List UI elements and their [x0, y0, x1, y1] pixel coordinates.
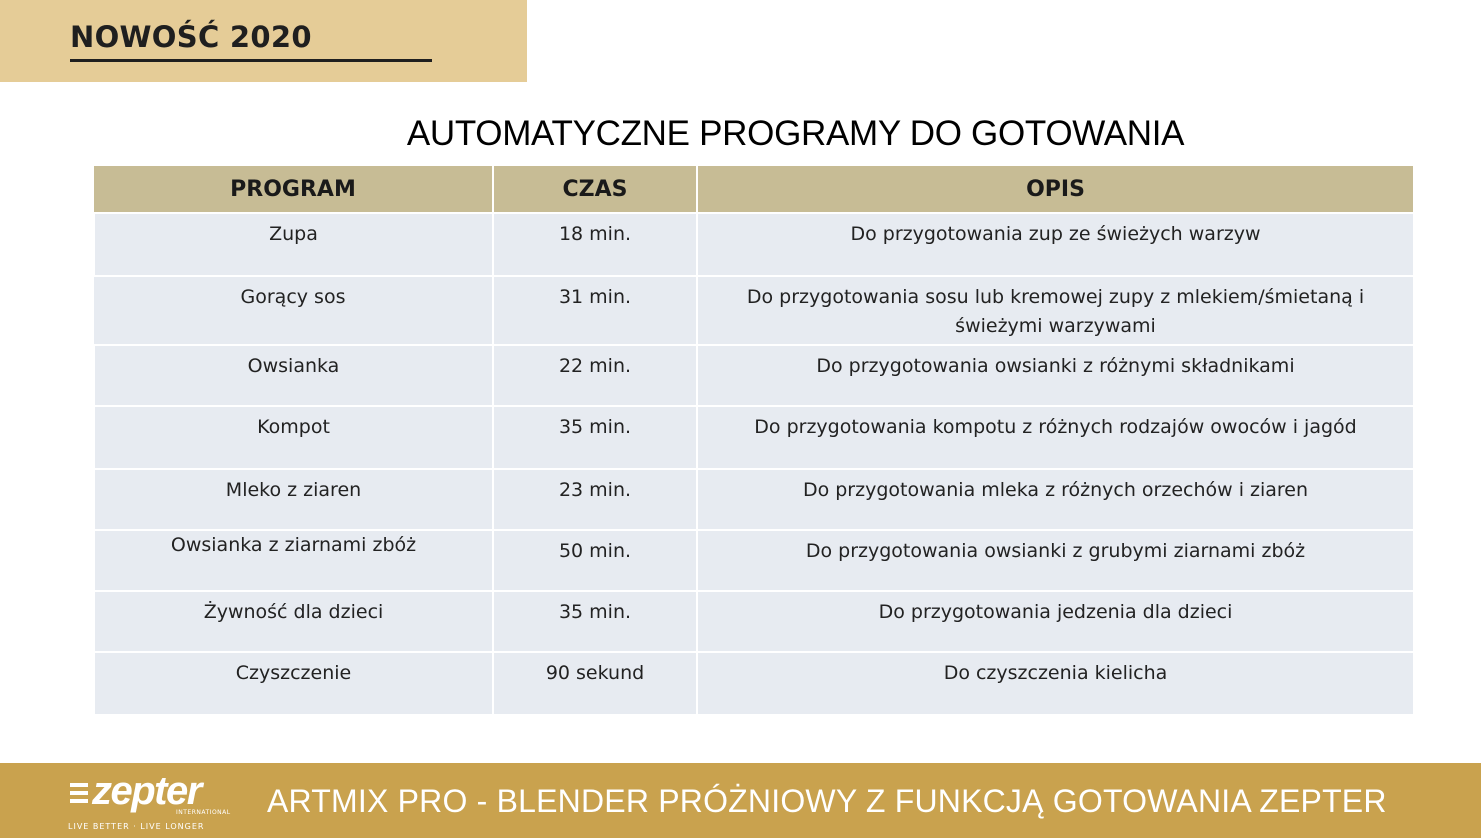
program-name: Żywność dla dzieci [94, 591, 493, 652]
logo-international: INTERNATIONAL [176, 809, 231, 816]
table-row [94, 652, 1413, 714]
program-name: Czyszczenie [94, 652, 493, 714]
novelty-badge-text: NOWOŚĆ 2020 [70, 20, 312, 54]
program-time: 50 min. [493, 530, 697, 591]
program-time: 35 min. [493, 406, 697, 469]
badge-underline [70, 59, 432, 62]
program-name: Mleko z ziaren [94, 469, 493, 530]
program-description: Do przygotowania owsianki z grubymi ziarnami zbóż [697, 530, 1413, 591]
logo-wordmark: zepter [92, 769, 201, 813]
programs-table [93, 166, 1413, 714]
table-row [94, 345, 1413, 406]
program-description: Do przygotowania kompotu z różnych rodzajów owoców i jagód [697, 406, 1413, 469]
program-description: Do przygotowania owsianki z różnymi składnikami [697, 345, 1413, 406]
table-row [94, 406, 1413, 469]
table-row [94, 469, 1413, 530]
table-header-row [94, 166, 1413, 213]
table-row [94, 530, 1413, 591]
program-time: 23 min. [493, 469, 697, 530]
logo-tagline: LIVE BETTER · LIVE LONGER [68, 822, 205, 831]
program-name: Kompot [94, 406, 493, 469]
header-time: CZAS [493, 166, 697, 213]
program-time: 22 min. [493, 345, 697, 406]
program-time: 90 sekund [493, 652, 697, 714]
program-name: Owsianka z ziarnami zbóż [94, 530, 493, 591]
footer-product-name: ARTMIX PRO - BLENDER PRÓŻNIOWY Z FUNKCJĄ GOTOWANIA ZEPTER [267, 783, 1387, 819]
program-description: Do przygotowania zup ze świeżych warzyw [697, 213, 1413, 276]
header-description: OPIS [697, 166, 1413, 213]
table-row [94, 276, 1413, 345]
program-description: Do przygotowania jedzenia dla dzieci [697, 591, 1413, 652]
footer-bar [0, 763, 1481, 838]
table-row [94, 213, 1413, 276]
zepter-logo [68, 771, 238, 833]
program-name: Owsianka [94, 345, 493, 406]
program-time: 18 min. [493, 213, 697, 276]
program-description: Do czyszczenia kielicha [697, 652, 1413, 714]
program-time: 35 min. [493, 591, 697, 652]
logo-stripes-icon [70, 783, 88, 811]
program-name: Zupa [94, 213, 493, 276]
page-title: AUTOMATYCZNE PROGRAMY DO GOTOWANIA [406, 114, 1185, 153]
program-name: Gorący sos [94, 276, 493, 345]
program-time: 31 min. [493, 276, 697, 345]
novelty-badge [0, 0, 527, 82]
program-description: Do przygotowania sosu lub kremowej zupy z mlekiem/śmietaną i świeżymi warzywami [697, 276, 1413, 345]
program-description: Do przygotowania mleka z różnych orzechów i ziaren [697, 469, 1413, 530]
table-row [94, 591, 1413, 652]
header-program: PROGRAM [94, 166, 493, 213]
